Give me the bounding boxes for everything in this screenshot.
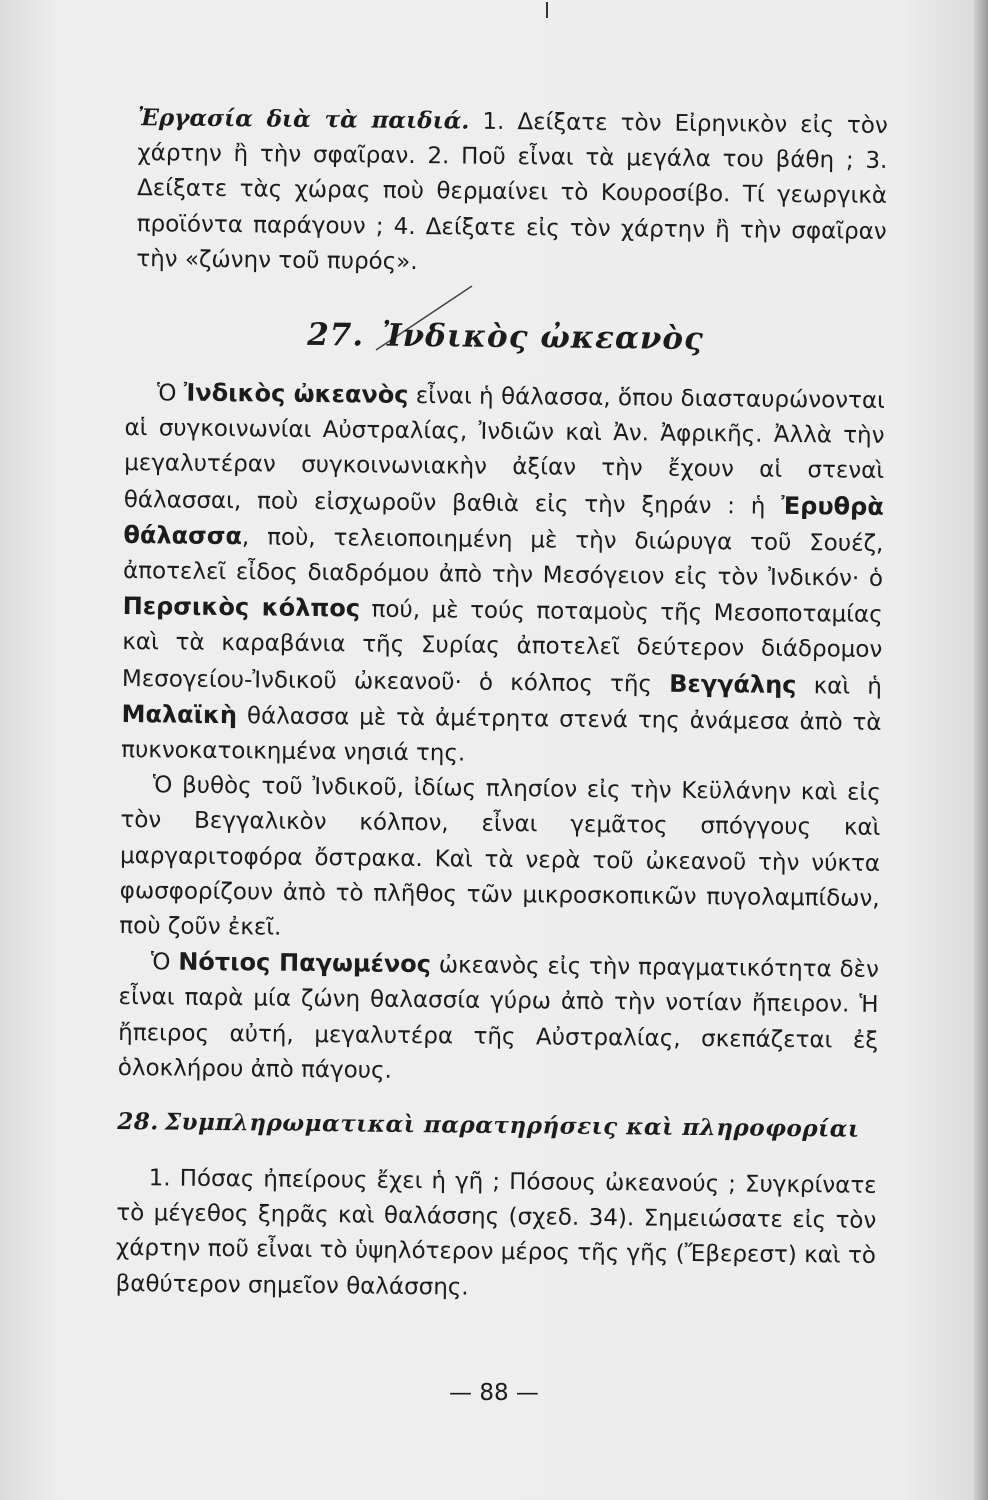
section-28-paragraph-1: 1. Πόσας ἠπείρους ἔχει ἡ γῆ ; Πόσους ὠκεανούς ; Συγκρίνατε τὸ μέγεθος ξηρᾶς καὶ θαλάσσης (σχεδ. 34). Σημειώσατε εἰς τὸν χάρτην ποῦ εἶναι τὸ ὑψηλότερον μέρος τῆς γῆς (Ἔβερεστ) καὶ τὸ βαθύτερον σημεῖον θαλάσσης. <box>115 1165 877 1301</box>
exercise-paragraph <box>136 100 888 285</box>
book-spine-shadow <box>974 0 988 1500</box>
text-run: ὠκεανὸς εἰς τὴν πραγματικότητα δὲν εἶναι παρὰ μία ζώνη θαλασσία γύρω ἀπὸ τὴν νοτίαν ἤπειρον. Ἡ ἤπειρος αὐτή, μεγαλυτέρα τῆς Αὐστραλίας, σκεπάζεται ἐξ ὁλοκλήρου ἀπὸ πάγους. <box>117 952 880 1084</box>
exercise-text: 1. Δείξατε τὸν Εἰρηνικὸν εἰς τὸν χάρτην ἢ τὴν σφαῖραν. 2. Ποῦ εἶναι τὰ μεγάλα του βάθη ; 3. Δείξατε τὰς χώρας ποὺ θερμαίνει τὸ Κουροσίβο. Τί γεωργικὰ προϊόντα παράγουν ; 4. Δείξατε εἰς τὸν χάρτην ἢ τὴν σφαῖραν τὴν «ζώνην τοῦ πυρός». <box>136 108 888 275</box>
term-indian-ocean: Ἰνδικὸς ὠκεανὸς <box>183 378 409 409</box>
term-malay: Μαλαϊκὴ <box>121 699 238 730</box>
text-run: πού, μὲ τούς ποταμοὺς τῆς Μεσοποταμίας καὶ τὰ καραβάνια τῆς Συρίας ἀποτελεῖ δεύτερον διάδρομον Μεσογείου-Ἰνδικοῦ ὠκεανοῦ· ὁ κόλπος τῆς <box>121 596 883 698</box>
text-run: καὶ ἡ <box>796 672 883 700</box>
page-number: — 88 — <box>449 1380 539 1406</box>
section-27-number: 27. <box>307 316 365 354</box>
section-28-number: 28. <box>117 1108 159 1136</box>
term-red-sea: Ἐρυθρὰ θάλασσα <box>123 491 884 551</box>
term-southern-ocean: Νότιος Παγωμένος <box>178 947 432 979</box>
term-bengal: Βεγγάλης <box>669 669 797 699</box>
text-run: εἶναι ἡ θάλασσα, ὅπου διασταυρώνονται αἱ συγκοινωνίαι Αὐστραλίας, Ἰνδιῶν καὶ Ἀν. Ἀφρικῆς. Ἀλλὰ τὴν μεγαλυτέραν συγκοινωνιακὴν ἀξίαν τὴν ἔχουν αἱ στεναὶ θάλασσαι, ποὺ εἰσχωροῦν βαθιὰ εἰς τὴν ξηράν : ἡ <box>123 382 886 520</box>
section-27-heading <box>125 315 885 359</box>
section-27-paragraph-3 <box>118 944 879 1094</box>
section-28-heading <box>117 1108 877 1143</box>
top-edge-mark <box>546 2 548 18</box>
exercise-lead: Ἐργασία διὰ τὰ παιδιά. <box>137 104 470 135</box>
section-27-title: Ἰνδικὸς ὠκεανὸς <box>381 317 705 358</box>
page-content <box>115 100 888 1310</box>
section-27-paragraph-2: Ὁ βυθὸς τοῦ Ἰνδικοῦ, ἰδίως πλησίον εἰς τὴν Κεϋλάνην καὶ εἰς τὸν Βεγγαλικὸν κόλπον, εἶναι γεμᾶτος σπόγγους καὶ μαργαριτοφόρα ὄστρακα. Καὶ τὰ νερὰ τοῦ ὠκεανοῦ τὴν νύκτα φωσφορίζουν ἀπὸ τὸ πλῆθος τῶν μικροσκοπικῶν πυγολαμπίδων, ποὺ ζοῦν ἐκεῖ. <box>119 772 881 941</box>
section-27-paragraph-1 <box>121 375 885 776</box>
text-run: θάλασσα μὲ τὰ ἀμέτρητα στενά της ἀνάμεσα ἀπὸ τὰ πυκνοκατοικημένα νησιά της. <box>121 703 882 767</box>
text-run: , ποὺ, τελειοποιημένη μὲ τὴν διώρυγα τοῦ Σουέζ, ἀποτελεῖ εἶδος διαδρόμου ἀπὸ τὴν Μεσόγειον εἰς τὸν Ἰνδικόν· ὁ <box>122 524 884 592</box>
text-run: Ὁ <box>156 380 184 407</box>
term-persian-gulf: Περσικὸς κόλπος <box>122 592 361 623</box>
section-28-title: Συμπληρωματικαὶ παρατηρήσεις καὶ πληροφορίαι <box>164 1108 860 1143</box>
text-run: Ὁ <box>150 949 179 976</box>
